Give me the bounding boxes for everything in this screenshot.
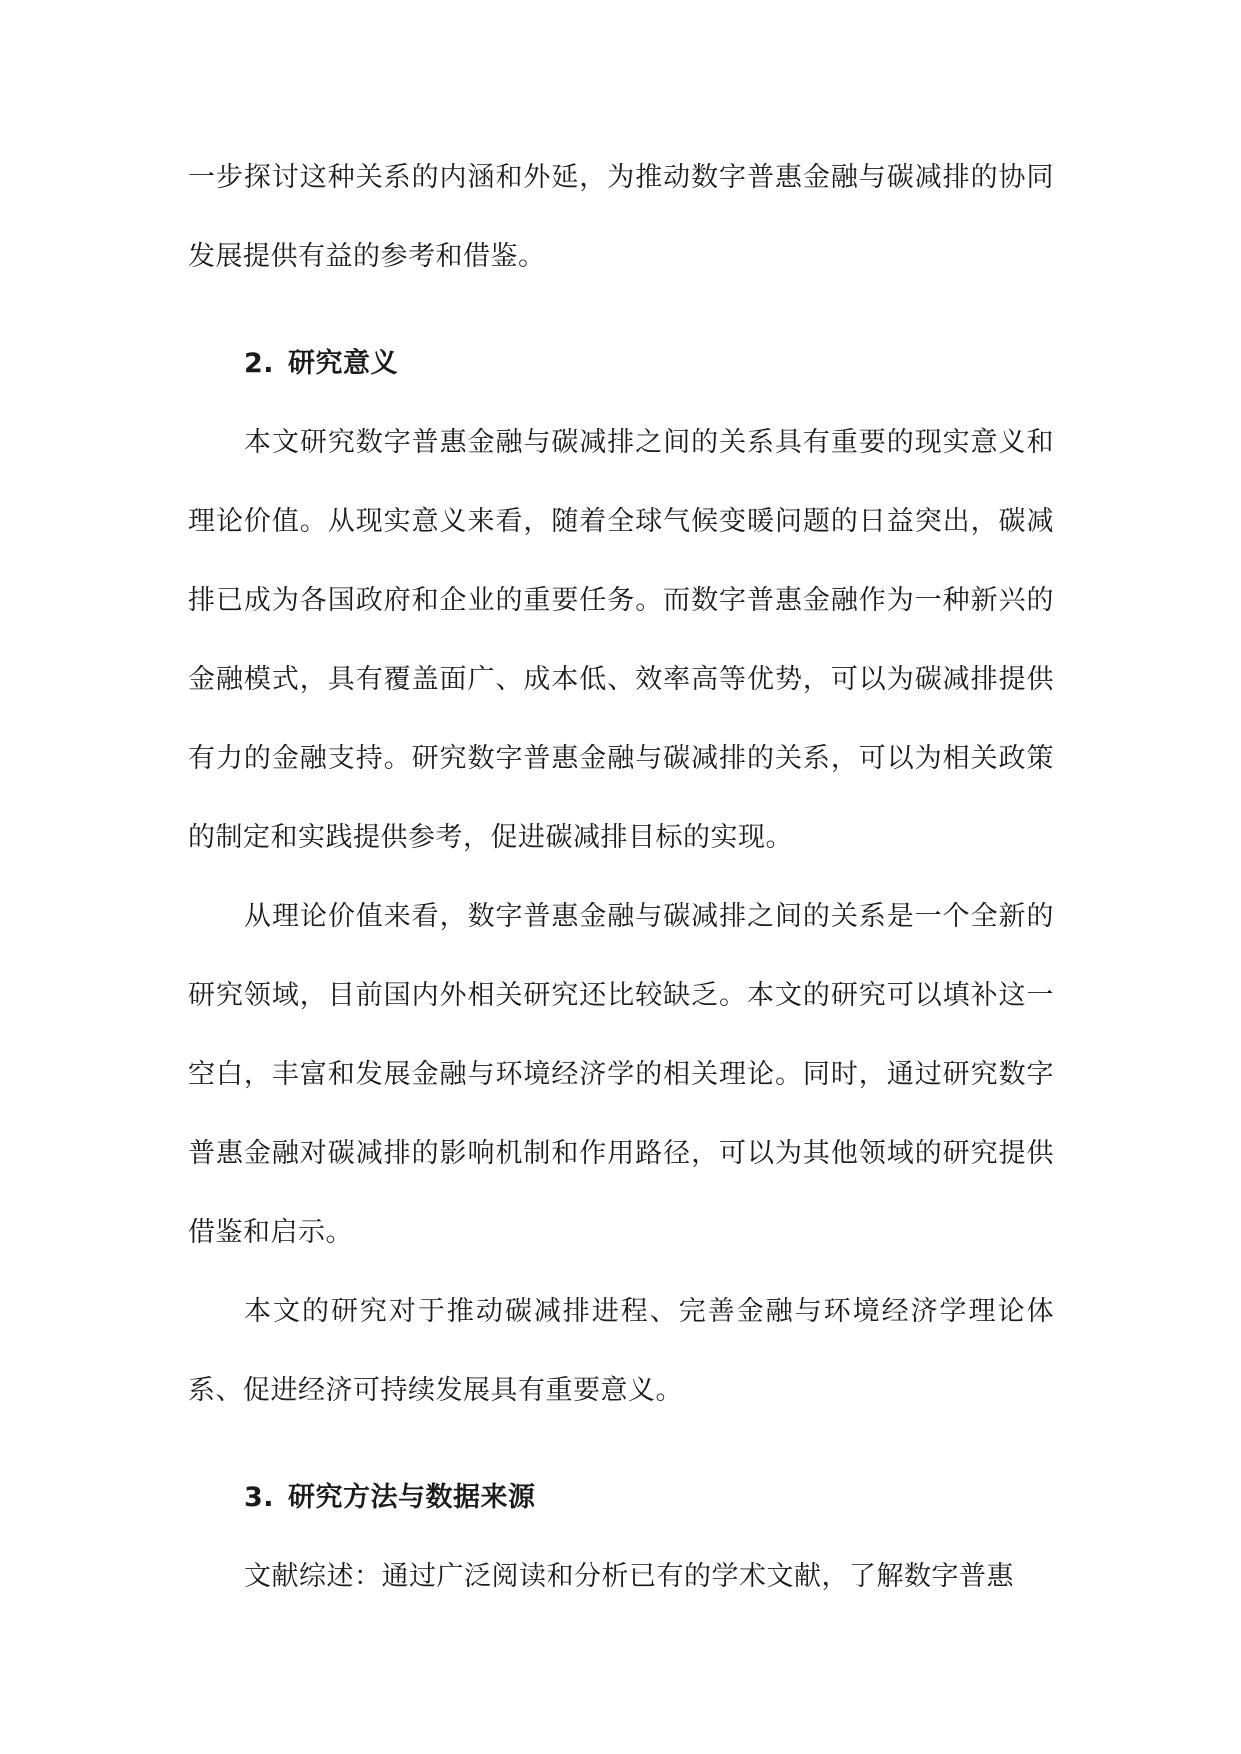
paragraph: 本文的研究对于推动碳减排进程、完善金融与环境经济学理论体系、促进经济可持续发展具有重要意义。 bbox=[188, 1296, 1054, 1406]
section-number: 3. bbox=[244, 1482, 275, 1513]
paragraph: 文献综述：通过广泛阅读和分析已有的学术文献，了解数字普惠 bbox=[244, 1561, 1014, 1592]
paragraph-continuation: 一步探讨这种关系的内涵和外延，为推动数字普惠金融与碳减排的协同发展提供有益的参考和借鉴。 bbox=[188, 162, 1054, 272]
section-title: 研究方法与数据来源 bbox=[288, 1482, 536, 1513]
section-title: 研究意义 bbox=[288, 348, 399, 379]
section-number: 2. bbox=[244, 348, 275, 379]
section-heading-methods-and-data bbox=[188, 1458, 1054, 1537]
spacer bbox=[188, 1430, 1054, 1458]
paragraph: 从理论价值来看，数字普惠金融与碳减排之间的关系是一个全新的研究领域，目前国内外相关研究还比较缺乏。本文的研究可以填补这一空白，丰富和发展金融与环境经济学的相关理论。同时，通过研究数字普惠金融对碳减排的影响机制和作用路径，可以为其他领域的研究提供借鉴和启示。 bbox=[188, 901, 1054, 1248]
section-heading-research-significance bbox=[188, 324, 1054, 403]
document-body bbox=[188, 138, 1054, 1616]
spacer bbox=[188, 296, 1054, 324]
paragraph: 本文研究数字普惠金融与碳减排之间的关系具有重要的现实意义和理论价值。从现实意义来看，随着全球气候变暖问题的日益突出，碳减排已成为各国政府和企业的重要任务。而数字普惠金融作为一种新兴的金融模式，具有覆盖面广、成本低、效率高等优势，可以为碳减排提供有力的金融支持。研究数字普惠金融与碳减排的关系，可以为相关政策的制定和实践提供参考，促进碳减排目标的实现。 bbox=[188, 427, 1054, 853]
